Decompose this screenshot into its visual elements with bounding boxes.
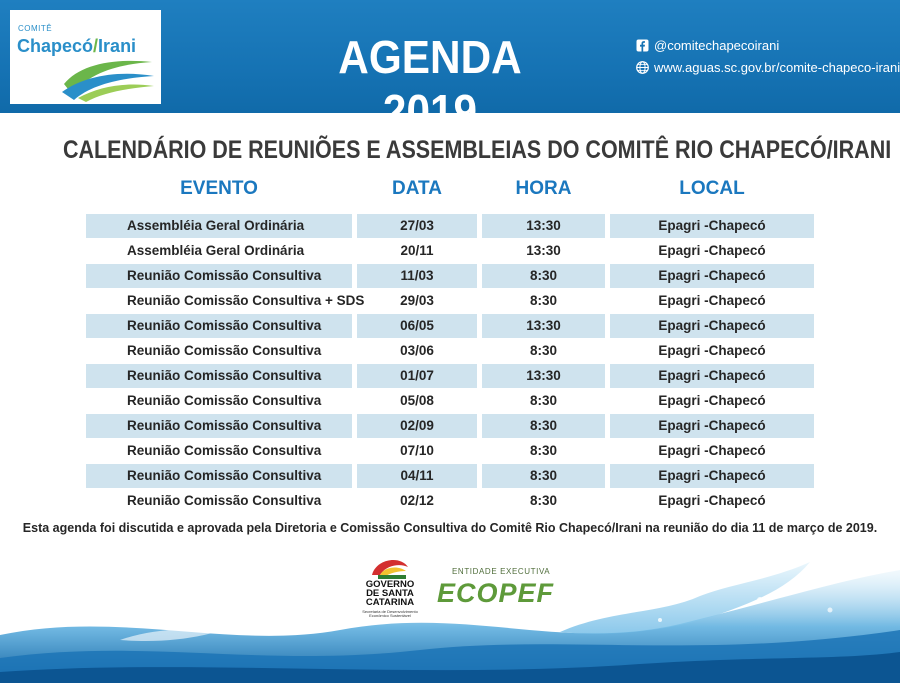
cell-evento: Reunião Comissão Consultiva + SDS — [127, 293, 365, 308]
cell-local: Epagri -Chapecó — [610, 214, 814, 238]
column-header-local: LOCAL — [679, 178, 745, 199]
governo-santa-catarina-logo — [350, 553, 430, 623]
website-contact[interactable] — [636, 60, 900, 75]
cell-evento: Assembléia Geral Ordinária — [86, 214, 352, 238]
cell-local: Epagri -Chapecó — [658, 443, 766, 458]
table-row — [0, 364, 900, 388]
table-row — [0, 439, 900, 463]
cell-hora: 8:30 — [482, 264, 605, 288]
cell-data: 27/03 — [357, 214, 477, 238]
cell-evento: Reunião Comissão Consultiva — [127, 493, 322, 508]
facebook-icon — [636, 39, 649, 52]
cell-local: Epagri -Chapecó — [658, 293, 766, 308]
cell-local: Epagri -Chapecó — [610, 314, 814, 338]
cell-data: 06/05 — [357, 314, 477, 338]
approval-note: Esta agenda foi discutida e aprovada pela Diretoria e Comissão Consultiva do Comitê Rio Chapecó/Irani na reunião do dia 11 de março de 2019. — [22, 521, 878, 535]
cell-data: 03/06 — [400, 343, 434, 358]
secretaria-text: Secretaria de Desenvolvimento Econômico Sustentável — [362, 609, 418, 618]
cell-evento: Reunião Comissão Consultiva — [127, 343, 322, 358]
logo-caption: COMITÊ — [18, 24, 53, 33]
page-heading: CALENDÁRIO DE REUNIÕES E ASSEMBLEIAS DO COMITÊ RIO CHAPECÓ/IRANI — [63, 136, 892, 164]
table-row — [0, 414, 900, 438]
cell-local: Epagri -Chapecó — [658, 243, 766, 258]
committee-logo — [10, 10, 161, 104]
table-row — [0, 239, 900, 263]
website-url: www.aguas.sc.gov.br/comite-chapeco-irani — [654, 60, 900, 75]
cell-hora: 8:30 — [529, 293, 558, 308]
facebook-contact[interactable] — [636, 38, 779, 53]
cell-hora: 13:30 — [482, 314, 605, 338]
governo-text: GOVERNO DE SANTA CATARINA — [365, 579, 415, 608]
cell-local: Epagri -Chapecó — [610, 364, 814, 388]
column-header-evento: EVENTO — [180, 178, 258, 199]
cell-hora: 8:30 — [482, 464, 605, 488]
executive-entity-label: ENTIDADE EXECUTIVA — [452, 567, 551, 576]
cell-hora: 8:30 — [529, 443, 558, 458]
cell-local: Epagri -Chapecó — [610, 464, 814, 488]
column-header-hora: HORA — [515, 178, 572, 199]
cell-local: Epagri -Chapecó — [658, 493, 766, 508]
cell-evento: Reunião Comissão Consultiva — [86, 364, 352, 388]
cell-local: Epagri -Chapecó — [610, 414, 814, 438]
column-header-data: DATA — [392, 178, 442, 199]
cell-data: 04/11 — [357, 464, 477, 488]
table-row — [0, 489, 900, 513]
table-row — [0, 314, 900, 338]
cell-hora: 8:30 — [482, 414, 605, 438]
table-row — [0, 289, 900, 313]
cell-hora: 13:30 — [482, 364, 605, 388]
logo-name: Chapecó/Irani — [17, 36, 137, 56]
cell-local: Epagri -Chapecó — [658, 393, 766, 408]
cell-local: Epagri -Chapecó — [610, 264, 814, 288]
cell-hora: 8:30 — [529, 493, 558, 508]
table-row — [0, 264, 900, 288]
header-bar — [0, 0, 900, 137]
ecopef-logo: ECOPEF — [437, 578, 555, 608]
cell-evento: Reunião Comissão Consultiva — [86, 264, 352, 288]
facebook-handle: @comitechapecoirani — [654, 38, 780, 53]
cell-hora: 13:30 — [526, 243, 561, 258]
cell-evento: Reunião Comissão Consultiva — [127, 443, 322, 458]
cell-hora: 8:30 — [529, 343, 558, 358]
cell-data: 02/09 — [357, 414, 477, 438]
cell-data: 05/08 — [400, 393, 434, 408]
water-splash-image — [0, 540, 900, 683]
globe-icon — [636, 61, 649, 74]
cell-evento: Reunião Comissão Consultiva — [86, 414, 352, 438]
cell-hora: 8:30 — [529, 393, 558, 408]
cell-data: 01/07 — [357, 364, 477, 388]
cell-data: 29/03 — [400, 293, 434, 308]
cell-evento: Reunião Comissão Consultiva — [86, 314, 352, 338]
state-flag-icon — [350, 553, 430, 581]
cell-evento: Reunião Comissão Consultiva — [127, 393, 322, 408]
table-row — [0, 214, 900, 238]
cell-data: 07/10 — [400, 443, 434, 458]
cell-evento: Assembléia Geral Ordinária — [127, 243, 305, 258]
cell-evento: Reunião Comissão Consultiva — [86, 464, 352, 488]
table-row — [0, 389, 900, 413]
cell-data: 11/03 — [357, 264, 477, 288]
table-row — [0, 464, 900, 488]
logo-swoosh-icon — [60, 54, 156, 102]
agenda-title: AGENDA 2019 — [338, 31, 522, 137]
cell-data: 20/11 — [400, 243, 434, 258]
cell-local: Epagri -Chapecó — [658, 343, 766, 358]
table-row — [0, 339, 900, 363]
cell-hora: 13:30 — [482, 214, 605, 238]
cell-data: 02/12 — [400, 493, 434, 508]
